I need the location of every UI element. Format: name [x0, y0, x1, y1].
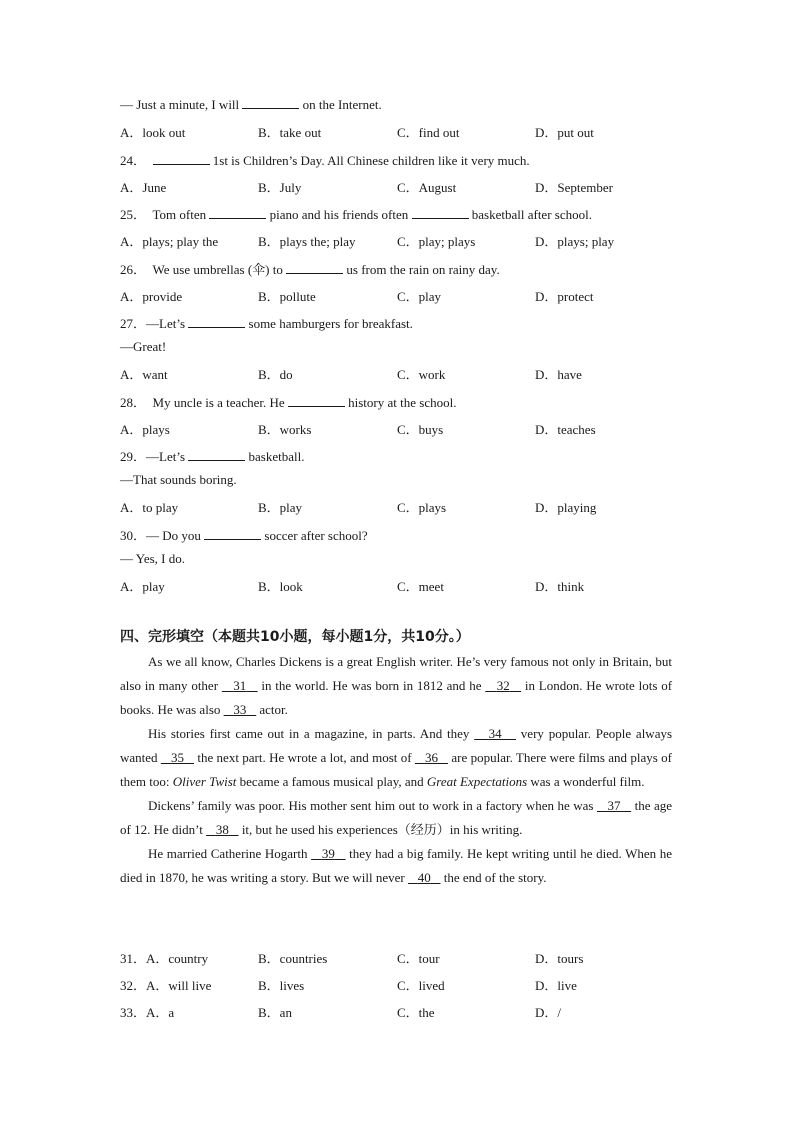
question-26-stem: 26． We use umbrellas (伞) to us from the rain on rainy day. — [120, 262, 500, 277]
option-c: C．find out — [397, 125, 460, 140]
option-d: D．/ — [535, 1005, 562, 1020]
option-d: D．put out — [535, 125, 594, 140]
question-27-options — [120, 364, 680, 382]
question-30-options — [120, 576, 680, 594]
question-27-reply: —Great! — [120, 339, 167, 354]
option-b: B．countries — [258, 951, 328, 966]
option-b: B．pollute — [258, 289, 316, 304]
answer-blank — [188, 448, 245, 461]
question-32-options — [120, 975, 680, 993]
option-c: C．work — [397, 367, 446, 382]
option-a: A．want — [120, 367, 168, 382]
option-d: D．September — [535, 180, 613, 195]
option-a: A．plays — [120, 422, 170, 437]
passage-paragraph-2: His stories first came out in a magazine, in parts. And they 34 very popular. People always wanted 35 the next part. He wrote a lot, and most of 36 are popular. There were films and plays of them too: Oliver Twist became a famous musical play, and Great Expectations was a wonderful film. — [120, 726, 673, 789]
blank-39: 39 — [321, 846, 335, 861]
option-c: C．buys — [397, 422, 444, 437]
option-c: C．meet — [397, 579, 444, 594]
blank-33: 33 — [233, 702, 247, 717]
question-29-stem: 29．—Let’s basketball. — [120, 449, 305, 464]
option-b: B．works — [258, 422, 312, 437]
option-d: D．playing — [535, 500, 597, 515]
blank-35: 35 — [170, 750, 184, 765]
question-29-options — [120, 497, 680, 515]
question-number: 27． — [120, 316, 147, 331]
answer-blank — [209, 206, 266, 219]
question-30-reply: — Yes, I do. — [120, 551, 186, 566]
option-a: 33．A．a — [120, 1005, 175, 1020]
option-b: B．plays the; play — [258, 234, 356, 249]
question-25-options — [120, 231, 680, 249]
option-c: C．the — [397, 1005, 435, 1020]
cloze-passage — [120, 650, 672, 890]
option-a: A．to play — [120, 500, 179, 515]
option-a: A．look out — [120, 125, 186, 140]
question-25-stem: 25． Tom often piano and his friends often basketball after school. — [120, 207, 592, 222]
blank-40: 40 — [417, 870, 431, 885]
option-a: A．plays; play the — [120, 234, 219, 249]
option-d: D．tours — [535, 951, 584, 966]
title-oliver-twist: Oliver Twist — [172, 774, 237, 789]
question-number: 26． — [120, 262, 147, 277]
answer-blank — [188, 315, 245, 328]
option-d: D．teaches — [535, 422, 596, 437]
answer-blank — [242, 96, 299, 109]
question-30-stem: 30．— Do you soccer after school? — [120, 528, 368, 543]
option-b: B．lives — [258, 978, 305, 993]
question-number: 28． — [120, 395, 147, 410]
question-24-options — [120, 177, 680, 195]
question-26-options — [120, 286, 680, 304]
option-b: B．an — [258, 1005, 292, 1020]
question-number: 30． — [120, 528, 147, 543]
section-heading: 四、完形填空（本题共10小题，每小题1分，共10分。） — [120, 629, 470, 645]
passage-paragraph-3: Dickens’ family was poor. His mother sent him out to work in a factory when he was 37 the age of 12. He didn’t 38 it, but he used his experiences（经历）in his writing. — [120, 798, 673, 837]
question-27-stem: 27．—Let’s some hamburgers for breakfast. — [120, 316, 413, 331]
passage-paragraph-1: As we all know, Charles Dickens is a great English writer. He’s very famous not only in Britain, but also in many other 31 in the world. He was born in 1812 and he 32 in London. He wrote lots of books. He was also 33 actor. — [120, 654, 673, 717]
option-d: D．have — [535, 367, 582, 382]
question-23-options — [120, 122, 680, 140]
option-b: B．July — [258, 180, 302, 195]
option-b: B．do — [258, 367, 293, 382]
answer-blank — [153, 152, 210, 165]
blank-38: 38 — [215, 822, 229, 837]
answer-blank — [412, 206, 469, 219]
option-d: D．think — [535, 579, 585, 594]
title-great-expectations: Great Expectations — [426, 774, 528, 789]
question-23-stem: — Just a minute, I will on the Internet. — [120, 97, 382, 112]
answer-blank — [288, 394, 345, 407]
option-c: C．play; plays — [397, 234, 476, 249]
option-c: C．play — [397, 289, 442, 304]
question-33-options — [120, 1002, 680, 1020]
option-c: C．lived — [397, 978, 445, 993]
option-a: A．June — [120, 180, 167, 195]
question-31-options — [120, 948, 680, 966]
blank-34: 34 — [488, 726, 502, 741]
answer-blank — [286, 261, 343, 274]
option-b: B．look — [258, 579, 303, 594]
blank-37: 37 — [607, 798, 621, 813]
option-c: C．tour — [397, 951, 440, 966]
answer-blank — [204, 527, 261, 540]
blank-36: 36 — [424, 750, 438, 765]
option-d: D．protect — [535, 289, 594, 304]
option-a: 32．A．will live — [120, 978, 212, 993]
option-a: A．provide — [120, 289, 183, 304]
option-a: 31．A．country — [120, 951, 209, 966]
passage-paragraph-4: He married Catherine Hogarth 39 they had a big family. He kept writing until he died. When he died in 1870, he was writing a story. But we will never 40 the end of the story. — [120, 846, 673, 885]
option-d: D．plays; play — [535, 234, 615, 249]
option-c: C．plays — [397, 500, 447, 515]
question-number: 24． — [120, 153, 147, 168]
option-c: C．August — [397, 180, 457, 195]
option-b: B．take out — [258, 125, 322, 140]
option-d: D．live — [535, 978, 577, 993]
option-b: B．play — [258, 500, 303, 515]
question-28-options — [120, 419, 680, 437]
question-24-stem: 24． 1st is Children’s Day. All Chinese children like it very much. — [120, 153, 530, 168]
question-number: 29． — [120, 449, 147, 464]
blank-32: 32 — [496, 678, 510, 693]
option-a: A．play — [120, 579, 165, 594]
question-28-stem: 28． My uncle is a teacher. He history at the school. — [120, 395, 457, 410]
blank-31: 31 — [233, 678, 247, 693]
question-29-reply: —That sounds boring. — [120, 472, 237, 487]
question-number: 25． — [120, 207, 147, 222]
